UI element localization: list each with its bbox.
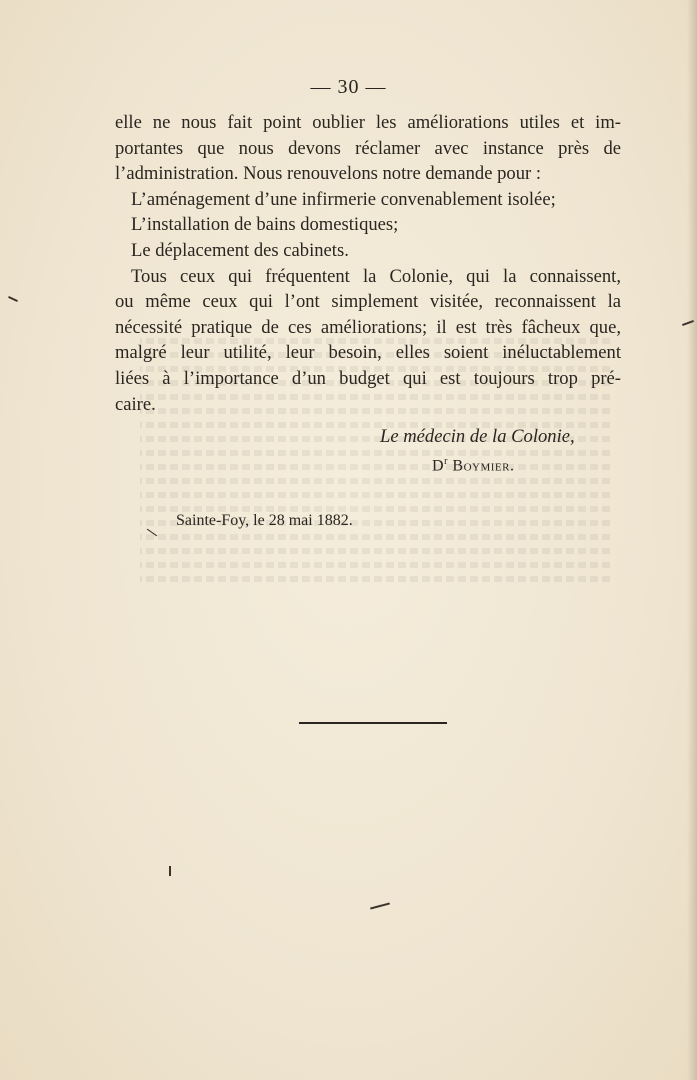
- body-line: elle ne nous fait point oublier les améliorations utiles et im-: [115, 112, 621, 133]
- body-line: Tous ceux qui fréquentent la Colonie, qui la connaissent,: [131, 265, 621, 287]
- body-line: nécessité pratique de ces améliorations; il est très fâcheux que,: [115, 316, 621, 338]
- body-text: [115, 110, 621, 417]
- page-number: — 30 —: [310, 76, 387, 98]
- end-rule: [299, 722, 447, 724]
- page-edge-shadow: [687, 0, 697, 1080]
- place-and-date: Sainte-Foy, le 28 mai 1882.: [176, 512, 353, 529]
- signer-title-sup: r: [444, 456, 448, 467]
- stray-mark: [169, 866, 171, 876]
- body-line: l’administration. Nous renouvelons notre demande pour :: [115, 163, 542, 185]
- signer-title: D: [432, 457, 445, 475]
- show-through-texture: [140, 330, 610, 950]
- list-item: L’installation de bains domestiques;: [131, 214, 399, 236]
- stray-mark: [370, 902, 390, 909]
- signer-name: [432, 456, 514, 475]
- signature-role: Le médecin de la Colonie,: [380, 426, 575, 447]
- body-line: malgré leur utilité, leur besoin, elles soient inéluctablement: [115, 342, 621, 364]
- list-item: Le déplacement des cabinets.: [131, 239, 349, 261]
- signer-surname: Boymier.: [452, 457, 515, 475]
- body-line: portantes que nous devons réclamer avec instance près de: [115, 137, 621, 159]
- stray-mark: [147, 529, 157, 537]
- body-line: liées à l’importance d’un budget qui est toujours trop pré-: [115, 367, 621, 389]
- list-item: L’aménagement d’une infirmerie convenablement isolée;: [131, 188, 556, 210]
- margin-mark: [8, 296, 18, 302]
- body-line: ou même ceux qui l’ont simplement visitée, reconnaissent la: [115, 291, 621, 313]
- body-line: caire.: [115, 393, 156, 415]
